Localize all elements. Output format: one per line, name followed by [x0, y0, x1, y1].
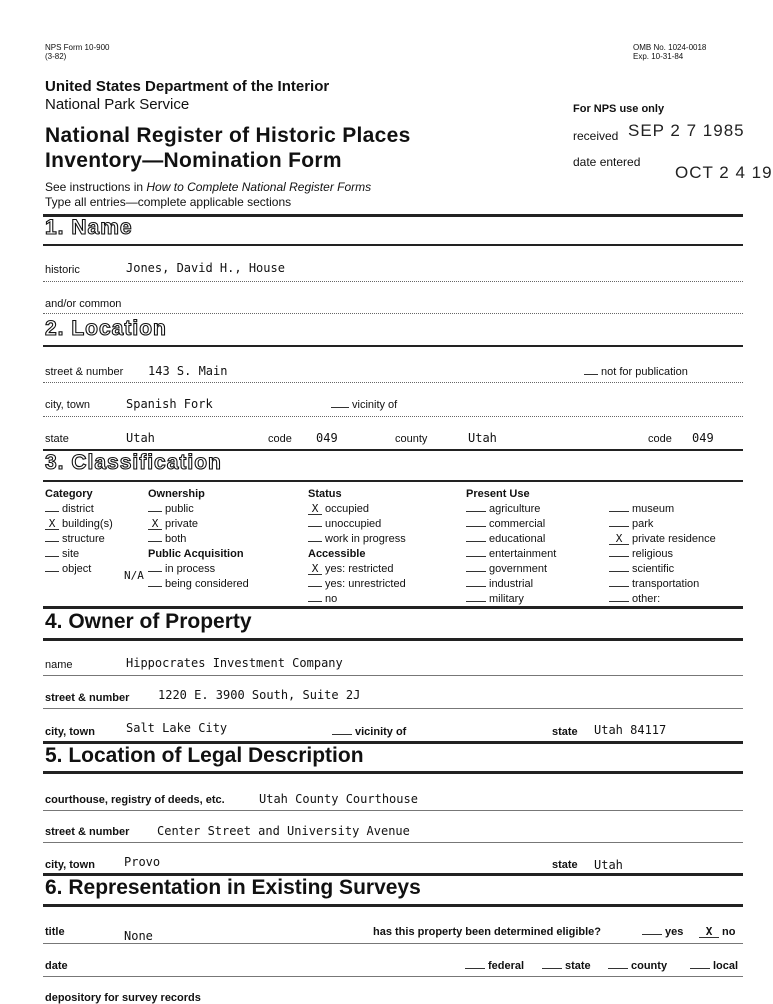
- owner-street-label: street & number: [45, 692, 130, 704]
- omb-number: OMB No. 1024-0018: [633, 43, 707, 52]
- section-4-heading: 4. Owner of Property: [45, 610, 252, 633]
- checkbox-in-process[interactable]: in process: [148, 562, 249, 577]
- section-rule: [43, 638, 743, 641]
- section-2-heading: 2. Location: [45, 317, 167, 340]
- section-6-heading: 6. Representation in Existing Surveys: [45, 876, 421, 899]
- nps-use-heading: For NPS use only: [573, 103, 665, 115]
- checkbox-work-in-progress[interactable]: work in progress: [308, 532, 406, 547]
- section-rule: [43, 214, 743, 217]
- checkbox-scientific[interactable]: scientific: [609, 562, 716, 577]
- expiration: Exp. 10-31-84: [633, 52, 684, 61]
- field-rule: [43, 810, 743, 811]
- code-label: code: [268, 433, 292, 445]
- present-use-column-2: [609, 502, 716, 607]
- checkbox-district[interactable]: district: [45, 502, 113, 517]
- category-column: [45, 487, 113, 577]
- checkbox-government[interactable]: government: [466, 562, 556, 577]
- section-rule: [43, 345, 743, 347]
- code-value[interactable]: 049: [316, 431, 338, 445]
- checkbox-other[interactable]: other:: [609, 592, 716, 607]
- owner-street-value[interactable]: 1220 E. 3900 South, Suite 2J: [158, 688, 361, 702]
- status-heading: Status: [308, 488, 342, 500]
- ownership-heading: Ownership: [148, 488, 205, 500]
- courthouse-label: courthouse, registry of deeds, etc.: [45, 794, 225, 806]
- owner-name-label: name: [45, 659, 73, 671]
- checkbox-both[interactable]: both: [148, 532, 249, 547]
- owner-city-value[interactable]: Salt Lake City: [126, 721, 228, 735]
- field-rule: [43, 943, 743, 944]
- acquisition-na: N/A: [124, 569, 144, 582]
- department-name: United States Department of the Interior: [45, 78, 330, 95]
- checkbox-buildings[interactable]: X building(s): [45, 517, 113, 532]
- form-title-line1: National Register of Historic Places: [45, 124, 411, 147]
- checkbox-private-residence[interactable]: X private residence: [609, 532, 716, 547]
- field-rule: [43, 382, 743, 383]
- checkbox-transportation[interactable]: transportation: [609, 577, 716, 592]
- owner-name-value[interactable]: Hippocrates Investment Company: [126, 656, 343, 670]
- checkbox-entertainment[interactable]: entertainment: [466, 547, 556, 562]
- form-title-line2: Inventory—Nomination Form: [45, 149, 342, 172]
- category-heading: Category: [45, 488, 93, 500]
- section-rule: [43, 244, 743, 246]
- historic-name-value[interactable]: Jones, David H., House: [126, 261, 285, 275]
- state-value[interactable]: Utah: [126, 431, 155, 445]
- county-code-label: code: [648, 433, 672, 445]
- field-rule: [43, 842, 743, 843]
- checkbox-occupied[interactable]: X occupied: [308, 502, 406, 517]
- level-state[interactable]: state: [542, 960, 591, 972]
- service-name: National Park Service: [45, 96, 190, 113]
- eligible-yes[interactable]: yes: [642, 926, 683, 938]
- checkbox-yes-restricted[interactable]: X yes: restricted: [308, 562, 406, 577]
- survey-title-label: title: [45, 926, 65, 938]
- legal-state-label: state: [552, 859, 578, 871]
- accessible-heading: Accessible: [308, 548, 366, 560]
- acquisition-heading: Public Acquisition: [148, 548, 244, 560]
- owner-city-label: city, town: [45, 726, 95, 738]
- section-rule: [43, 480, 743, 482]
- checkbox-unoccupied[interactable]: unoccupied: [308, 517, 406, 532]
- survey-date-label: date: [45, 960, 68, 972]
- checkbox-yes-unrestricted[interactable]: yes: unrestricted: [308, 577, 406, 592]
- legal-city-value[interactable]: Provo: [124, 855, 161, 869]
- form-revision: (3-82): [45, 52, 67, 61]
- checkbox-commercial[interactable]: commercial: [466, 517, 556, 532]
- checkbox-private[interactable]: X private: [148, 517, 249, 532]
- checkbox-public[interactable]: public: [148, 502, 249, 517]
- form-number: NPS Form 10-900: [45, 43, 110, 52]
- checkbox-educational[interactable]: educational: [466, 532, 556, 547]
- courthouse-value[interactable]: Utah County Courthouse: [259, 792, 418, 806]
- legal-state-value[interactable]: Utah: [594, 858, 623, 872]
- level-local[interactable]: local: [690, 960, 738, 972]
- checkbox-structure[interactable]: structure: [45, 532, 113, 547]
- eligible-question: has this property been determined eligible?: [373, 926, 601, 938]
- field-rule: [43, 313, 743, 314]
- date-entered-label: date entered: [573, 155, 641, 169]
- survey-title-value[interactable]: None: [124, 929, 153, 943]
- checkbox-religious[interactable]: religious: [609, 547, 716, 562]
- checkbox-park[interactable]: park: [609, 517, 716, 532]
- owner-state-value[interactable]: Utah 84117: [594, 723, 667, 737]
- city-value[interactable]: Spanish Fork: [126, 397, 213, 411]
- checkbox-military[interactable]: military: [466, 592, 556, 607]
- checkbox-agriculture[interactable]: agriculture: [466, 502, 556, 517]
- present-use-column-1: [466, 487, 556, 607]
- level-federal[interactable]: federal: [465, 960, 524, 972]
- checkbox-industrial[interactable]: industrial: [466, 577, 556, 592]
- field-rule: [43, 708, 743, 709]
- section-rule: [43, 771, 743, 774]
- owner-vicinity-of[interactable]: vicinity of: [332, 726, 406, 738]
- state-label: state: [45, 433, 69, 445]
- historic-label: historic: [45, 264, 80, 276]
- section-rule: [43, 606, 743, 609]
- city-label: city, town: [45, 399, 91, 411]
- section-rule: [43, 904, 743, 907]
- county-value[interactable]: Utah: [468, 431, 497, 445]
- legal-street-value[interactable]: Center Street and University Avenue: [157, 824, 410, 838]
- instructions-line1: See instructions in How to Complete National Register Forms: [45, 180, 372, 194]
- depository-label: depository for survey records: [45, 992, 201, 1004]
- checkbox-object[interactable]: object: [45, 562, 113, 577]
- level-county[interactable]: county: [608, 960, 667, 972]
- checkbox-site[interactable]: site: [45, 547, 113, 562]
- eligible-no[interactable]: X no: [699, 926, 735, 938]
- section-3-heading: 3. Classification: [45, 451, 222, 474]
- section-1-heading: 1. Name: [45, 216, 133, 239]
- received-label: received: [573, 129, 619, 143]
- present-use-heading: Present Use: [466, 488, 530, 500]
- vicinity-of[interactable]: vicinity of: [331, 399, 397, 411]
- field-rule: [43, 675, 743, 676]
- instructions-line2: Type all entries—complete applicable sections: [45, 195, 292, 209]
- checkbox-museum[interactable]: museum: [609, 502, 716, 517]
- field-rule: [43, 976, 743, 977]
- county-label: county: [395, 433, 428, 445]
- checkbox-being-considered[interactable]: being considered: [148, 577, 249, 592]
- legal-city-label: city, town: [45, 859, 95, 871]
- owner-state-label: state: [552, 726, 578, 738]
- received-stamp: SEP 2 7 1985: [628, 121, 745, 140]
- not-for-publication[interactable]: not for publication: [584, 366, 688, 378]
- section-5-heading: 5. Location of Legal Description: [45, 744, 364, 767]
- county-code-value[interactable]: 049: [692, 431, 714, 445]
- common-name-label: and/or common: [45, 298, 122, 310]
- field-rule: [43, 416, 743, 417]
- street-label: street & number: [45, 366, 124, 378]
- status-column: [308, 487, 406, 607]
- ownership-column: [148, 487, 249, 592]
- field-rule: [43, 281, 743, 282]
- entered-stamp: OCT 2 4 19: [675, 163, 773, 182]
- checkbox-no[interactable]: no: [308, 592, 406, 607]
- street-value[interactable]: 143 S. Main: [148, 364, 228, 378]
- legal-street-label: street & number: [45, 826, 130, 838]
